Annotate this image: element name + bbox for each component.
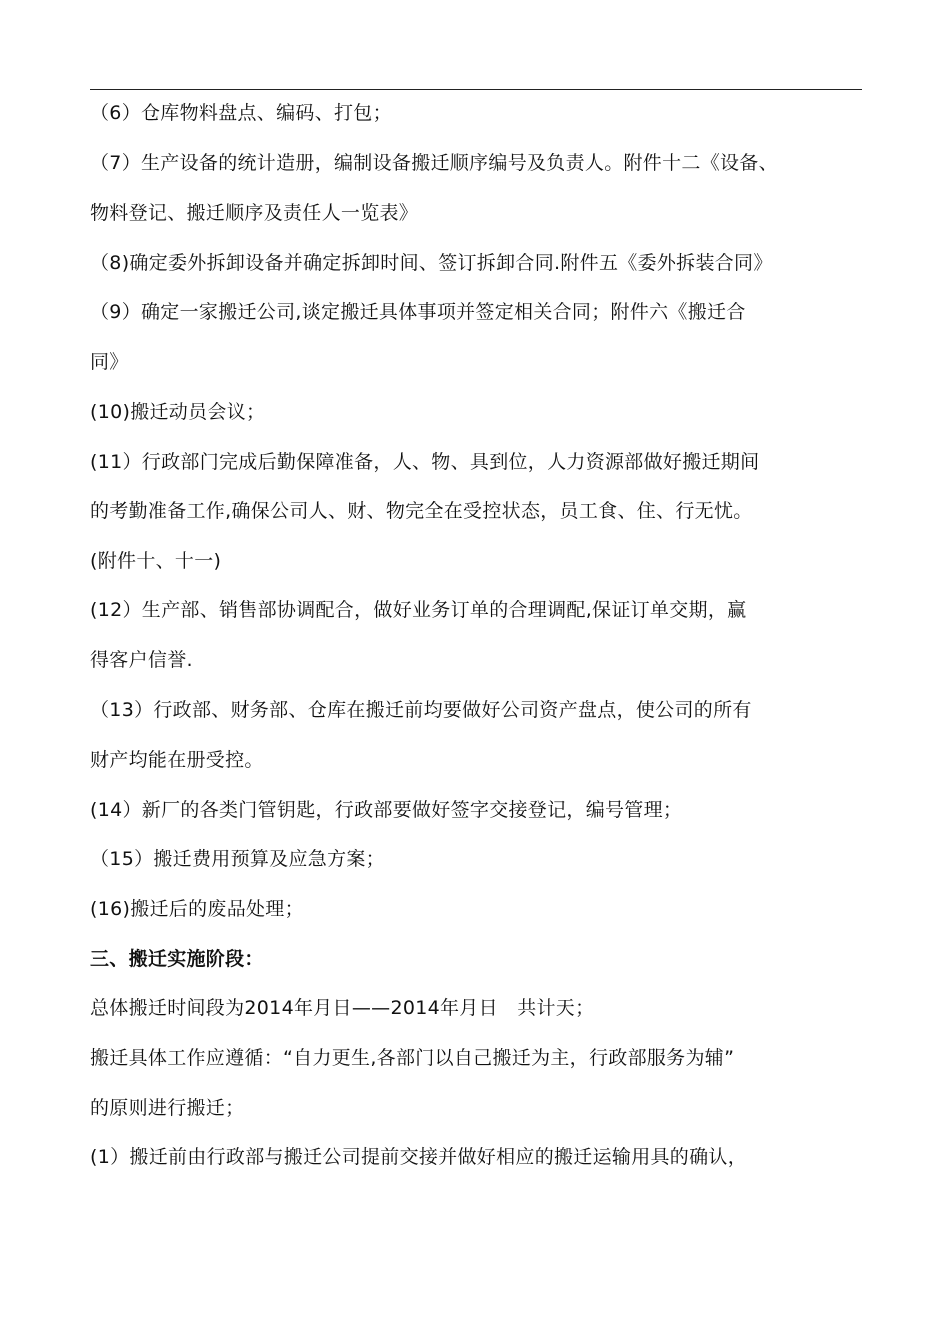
item-11-line-1: (11）行政部门完成后勤保障准备，人、物、具到位，人力资源部做好搬迁期间	[90, 451, 760, 473]
timeline-text: 总体搬迁时间段为2014年月日——2014年月日 共计天；	[90, 997, 595, 1019]
section-heading: 三、搬迁实施阶段：	[90, 948, 264, 970]
item-11-line-2: 的考勤准备工作,确保公司人、财、物完全在受控状态，员工食、住、行无忧。	[90, 500, 753, 522]
item-11-line-3: (附件十、十一)	[90, 550, 222, 572]
item-15: （15）搬迁费用预算及应急方案；	[90, 848, 385, 870]
item-7-line-2: 物料登记、搬迁顺序及责任人一览表》	[90, 202, 419, 224]
item-8: （8)确定委外拆卸设备并确定拆卸时间、签订拆卸合同.附件五《委外拆装合同》	[90, 252, 773, 274]
principle-line-2: 的原则进行搬迁；	[90, 1097, 245, 1119]
item-12-line-1: (12）生产部、销售部协调配合，做好业务订单的合理调配,保证订单交期，赢	[90, 599, 747, 621]
header-rule	[90, 89, 862, 90]
item-9-line-1: （9）确定一家搬迁公司,谈定搬迁具体事项并签定相关合同；附件六《搬迁合	[90, 301, 746, 323]
item-13-line-1: （13）行政部、财务部、仓库在搬迁前均要做好公司资产盘点，使公司的所有	[90, 699, 752, 721]
item-9-line-2: 同》	[90, 351, 129, 373]
item-14: (14）新厂的各类门管钥匙，行政部要做好签字交接登记，编号管理；	[90, 799, 683, 821]
item-6: （6）仓库物料盘点、编码、打包；	[90, 102, 392, 124]
item-7-line-1: （7）生产设备的统计造册，编制设备搬迁顺序编号及负责人。附件十二《设备、	[90, 152, 778, 174]
principle-line-1: 搬迁具体工作应遵循：“自力更生,各部门以自己搬迁为主，行政部服务为辅”	[90, 1047, 735, 1069]
step-1: (1）搬迁前由行政部与搬迁公司提前交接并做好相应的搬迁运输用具的确认，	[90, 1146, 748, 1168]
item-12-line-2: 得客户信誉.	[90, 649, 193, 671]
item-13-line-2: 财产均能在册受控。	[90, 749, 264, 771]
item-10: (10)搬迁动员会议；	[90, 401, 266, 423]
item-16: (16)搬迁后的废品处理；	[90, 898, 304, 920]
